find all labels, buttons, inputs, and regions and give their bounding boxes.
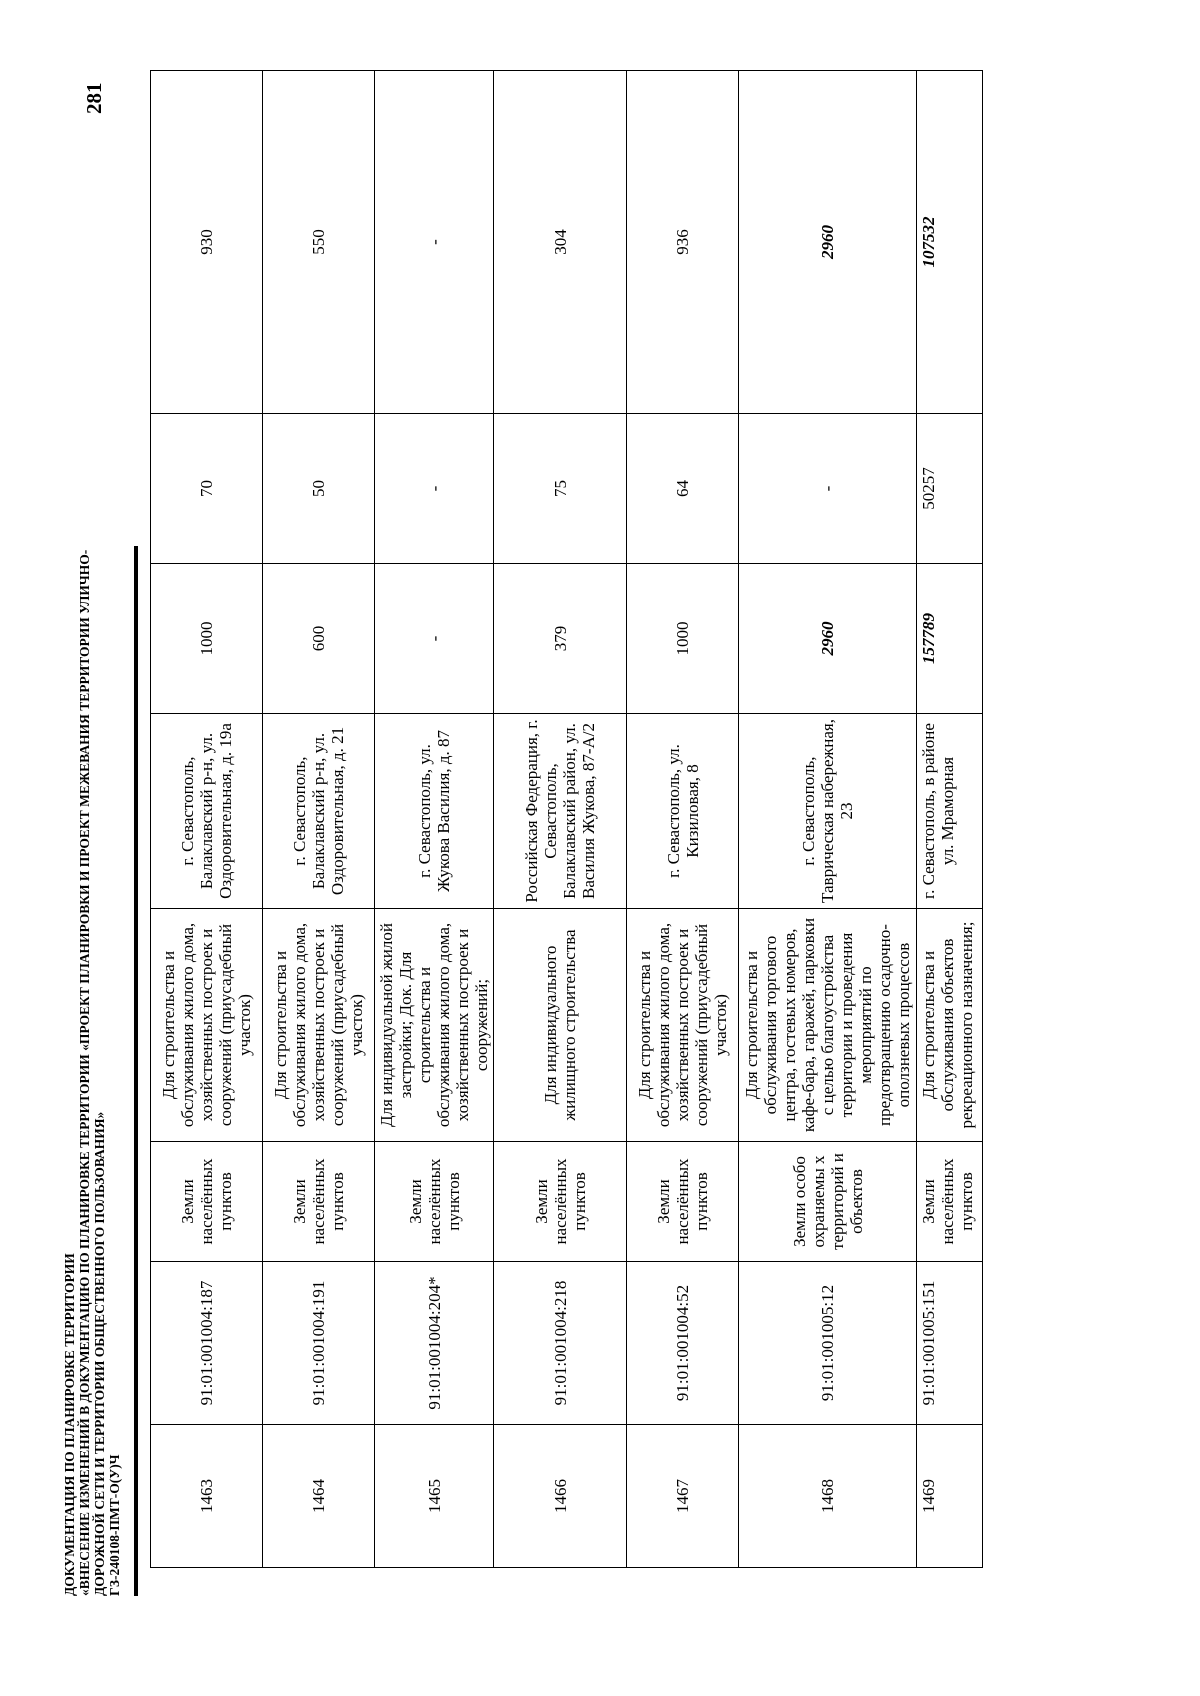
permitted-use: Для индивидуальной жилой застройки; Док. Для строительства и обслуживания жилого дома, хозяйственных построек и сооружений;: [375, 909, 494, 1142]
header-divider: [134, 546, 138, 1596]
table-row: [739, 71, 917, 1568]
table-row: [263, 71, 375, 1568]
value-1: -: [375, 414, 494, 564]
value-2: 304: [494, 71, 627, 414]
table-row: [375, 71, 494, 1568]
row-number: 1464: [263, 1425, 375, 1568]
permitted-use: Для строительства и обслуживания жилого дома, хозяйственных построек и сооружений (приусадебный участок): [263, 909, 375, 1142]
cadastral-number: 91:01:001005:151: [917, 1262, 983, 1425]
area-value: 600: [263, 564, 375, 714]
value-1: 50257: [917, 414, 983, 564]
land-category: Земли населённых пунктов: [494, 1142, 627, 1262]
permitted-use: Для строительства и обслуживания жилого дома, хозяйственных построек и сооружений (приусадебный участок): [151, 909, 263, 1142]
land-category: Земли населённых пунктов: [151, 1142, 263, 1262]
header-line-3: ДОРОЖНОЙ СЕТИ И ТЕРРИТОРИИ ОБЩЕСТВЕННОГО ПОЛЬЗОВАНИЯ»: [92, 1111, 107, 1596]
header-line-2: «ВНЕСЕНИЕ ИЗМЕНЕНИЙ В ДОКУМЕНТАЦИЮ ПО ПЛАНИРОВКЕ ТЕРРИТОРИИ «ПРОЕКТ ПЛАНИРОВКИ И ПРОЕКТ МЕЖЕВАНИЯ ТЕРРИТОРИИ УЛИЧНО-: [77, 549, 92, 1596]
row-number: 1465: [375, 1425, 494, 1568]
area-value: -: [375, 564, 494, 714]
address: г. Севастополь, ул. Кизиловая, 8: [627, 714, 739, 909]
table-row: [151, 71, 263, 1568]
value-2: 2960: [739, 71, 917, 414]
row-number: 1468: [739, 1425, 917, 1568]
value-1: 75: [494, 414, 627, 564]
area-value: 379: [494, 564, 627, 714]
cadastral-number: 91:01:001004:204*: [375, 1262, 494, 1425]
address: г. Севастополь, Балаклавский р-н, ул. Оздоровительная, д. 19а: [151, 714, 263, 909]
land-category: Земли особо охраняемы х территорий и объектов: [739, 1142, 917, 1262]
address: г. Севастополь, в районе ул. Мраморная: [917, 714, 983, 909]
permitted-use: Для строительства и обслуживания объектов рекреационного назначения;: [917, 909, 983, 1142]
value-1: 50: [263, 414, 375, 564]
permitted-use: Для строительства и обслуживания жилого дома, хозяйственных построек и сооружений (приусадебный участок): [627, 909, 739, 1142]
header-line-4: ГЗ-240108-ПМТ-О(У)Ч: [107, 1454, 122, 1596]
value-1: -: [739, 414, 917, 564]
land-category: Земли населённых пунктов: [375, 1142, 494, 1262]
header-line-1: ДОКУМЕНТАЦИЯ ПО ПЛАНИРОВКЕ ТЕРРИТОРИИ: [62, 1253, 77, 1596]
row-number: 1466: [494, 1425, 627, 1568]
cadastral-number: 91:01:001005:12: [739, 1262, 917, 1425]
land-plots-table: [150, 70, 983, 1568]
value-1: 64: [627, 414, 739, 564]
address: г. Севастополь, Таврическая набережная, 23: [739, 714, 917, 909]
value-1: 70: [151, 414, 263, 564]
address: Российская Федерация, г. Севастополь, Балаклавский район, ул. Василия Жукова, 87-А/2: [494, 714, 627, 909]
land-category: Земли населённых пунктов: [627, 1142, 739, 1262]
value-2: 550: [263, 71, 375, 414]
row-number: 1463: [151, 1425, 263, 1568]
table-row: [627, 71, 739, 1568]
table-row: [494, 71, 627, 1568]
cadastral-number: 91:01:001004:187: [151, 1262, 263, 1425]
area-value: 1000: [151, 564, 263, 714]
address: г. Севастополь, ул. Жукова Василия, д. 87: [375, 714, 494, 909]
row-number: 1469: [917, 1425, 983, 1568]
permitted-use: Для строительства и обслуживания торгового центра, гостевых номеров, кафе-бара, гаражей, парковки с целью благоустройства территории и проведения мероприятий по предотвращению осадочно-оползневых процессов: [739, 909, 917, 1142]
land-category: Земли населённых пунктов: [263, 1142, 375, 1262]
value-2: 930: [151, 71, 263, 414]
table-row: [917, 71, 983, 1568]
cadastral-number: 91:01:001004:191: [263, 1262, 375, 1425]
value-2: 107532: [917, 71, 983, 414]
permitted-use: Для индивидуального жилищного строительства: [494, 909, 627, 1142]
area-value: 157789: [917, 564, 983, 714]
area-value: 1000: [627, 564, 739, 714]
value-2: 936: [627, 71, 739, 414]
row-number: 1467: [627, 1425, 739, 1568]
cadastral-number: 91:01:001004:218: [494, 1262, 627, 1425]
cadastral-number: 91:01:001004:52: [627, 1262, 739, 1425]
value-2: -: [375, 71, 494, 414]
document-header: [62, 396, 122, 1596]
page-number: 281: [82, 82, 106, 114]
area-value: 2960: [739, 564, 917, 714]
address: г. Севастополь, Балаклавский р-н, ул. Оздоровительная, д. 21: [263, 714, 375, 909]
land-category: Земли населённых пунктов: [917, 1142, 983, 1262]
